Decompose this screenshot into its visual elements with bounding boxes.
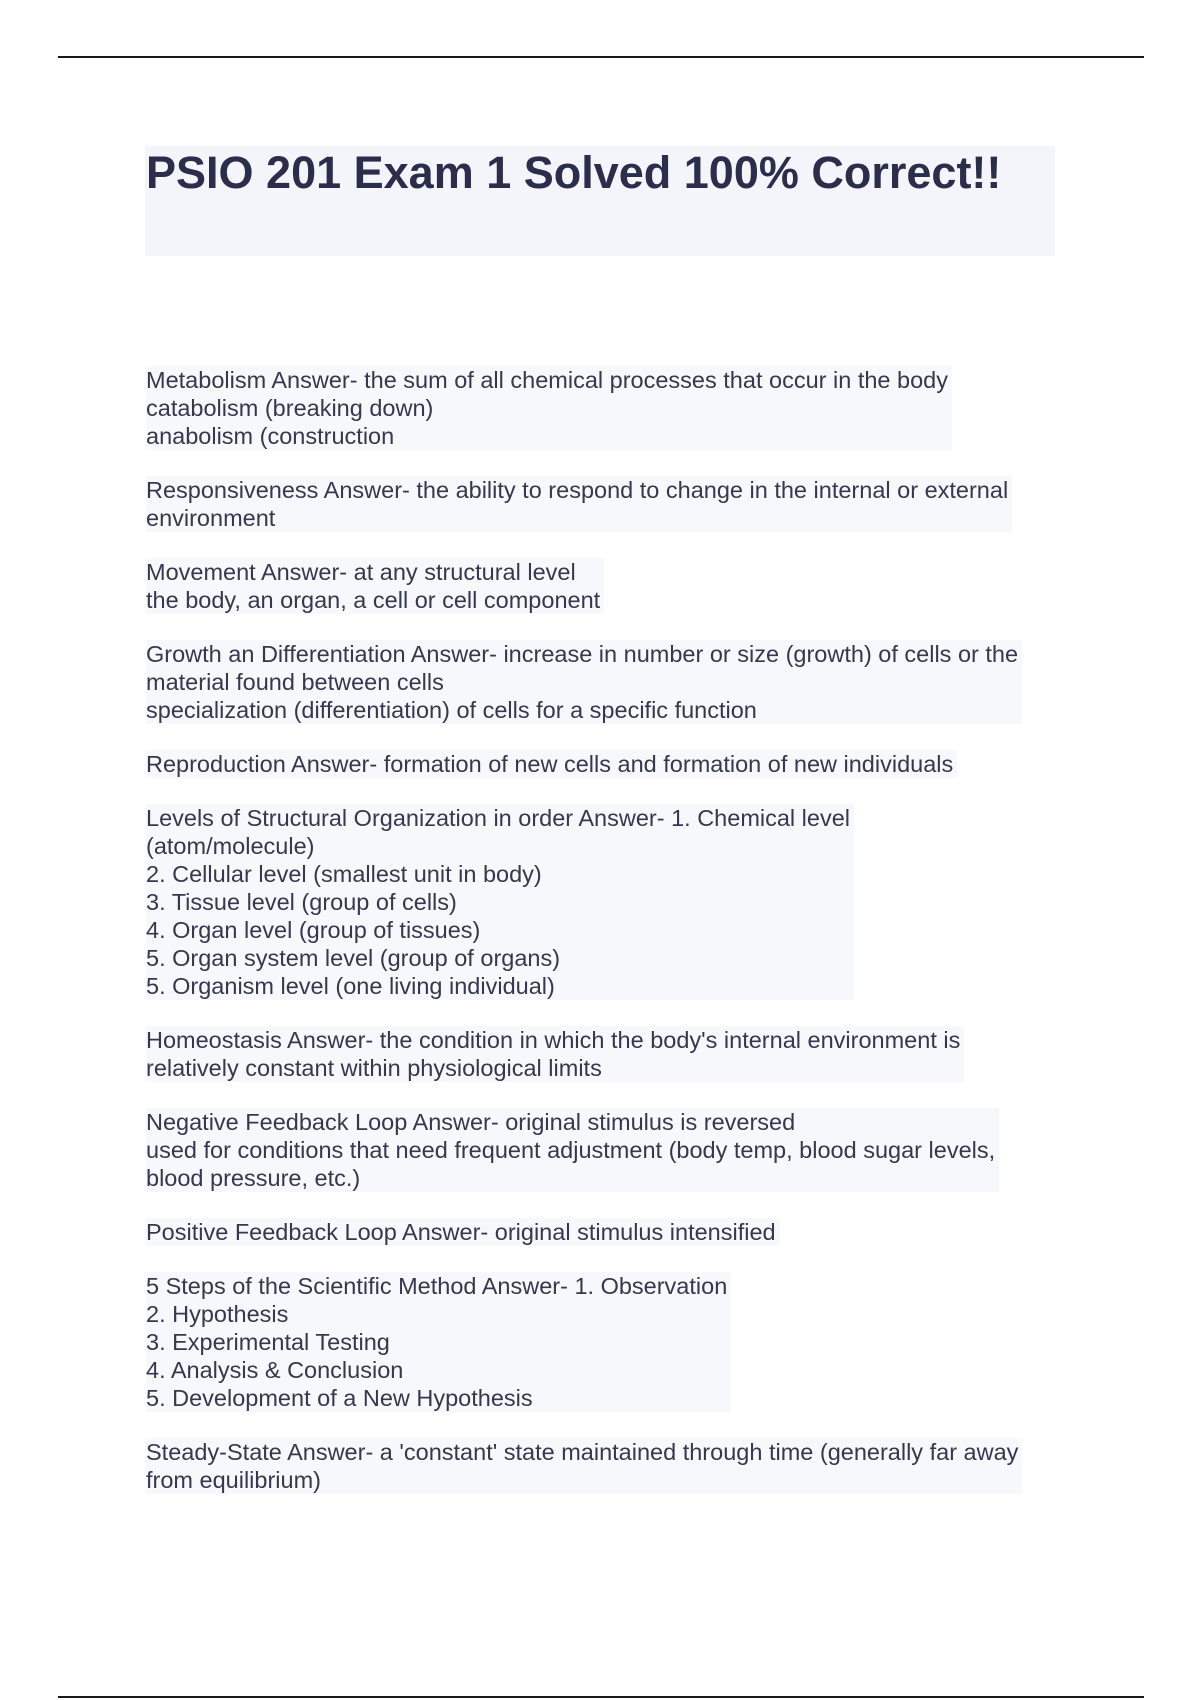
qa-list: [146, 366, 1066, 1520]
document-title: PSIO 201 Exam 1 Solved 100% Correct!!: [146, 147, 1002, 198]
bottom-rule: [58, 1696, 1144, 1698]
qa-entry-levels: Levels of Structural Organization in order Answer- 1. Chemical level (atom/molecule) 2. Cellular level (smallest unit in body) 3. Tissue level (group of cells) 4. Organ level (group of tissues) 5. Organ system level (group of organs) 5. Organism level (one living individual): [146, 804, 854, 1000]
qa-entry-responsiveness: Responsiveness Answer- the ability to respond to change in the internal or external environment: [146, 476, 1012, 532]
qa-entry-metabolism: Metabolism Answer- the sum of all chemical processes that occur in the body catabolism (breaking down) anabolism (construction: [146, 366, 952, 450]
qa-entry-negative-feedback: Negative Feedback Loop Answer- original stimulus is reversed used for conditions that need frequent adjustment (body temp, blood sugar levels, blood pressure, etc.): [146, 1108, 999, 1192]
qa-entry-steady-state: Steady-State Answer- a 'constant' state maintained through time (generally far away from equilibrium): [146, 1438, 1022, 1494]
qa-entry-growth: Growth an Differentiation Answer- increase in number or size (growth) of cells or the material found between cells specialization (differentiation) of cells for a specific function: [146, 640, 1022, 724]
qa-entry-positive-feedback: Positive Feedback Loop Answer- original stimulus intensified: [146, 1218, 780, 1246]
qa-entry-scientific-method: 5 Steps of the Scientific Method Answer- 1. Observation 2. Hypothesis 3. Experimental Testing 4. Analysis & Conclusion 5. Development of a New Hypothesis: [146, 1272, 731, 1412]
qa-entry-reproduction: Reproduction Answer- formation of new cells and formation of new individuals: [146, 750, 957, 778]
top-rule: [58, 56, 1144, 58]
qa-entry-homeostasis: Homeostasis Answer- the condition in which the body's internal environment is relatively constant within physiological limits: [146, 1026, 964, 1082]
qa-entry-movement: Movement Answer- at any structural level the body, an organ, a cell or cell component: [146, 558, 604, 614]
